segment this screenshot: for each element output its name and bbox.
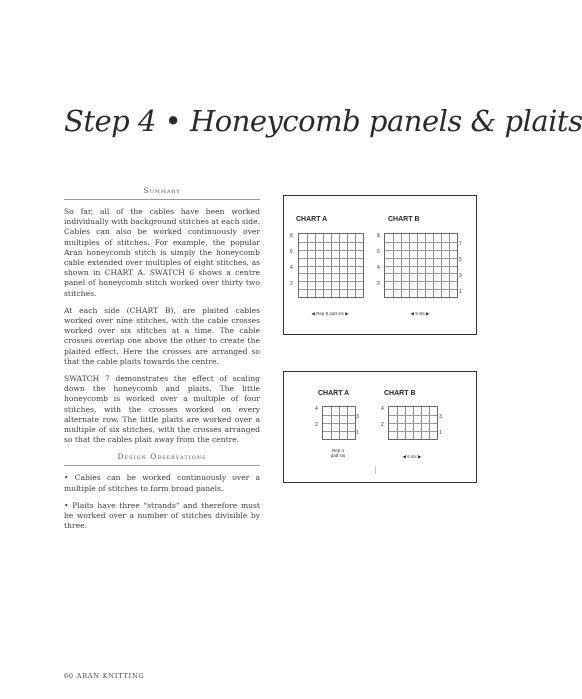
grid-row-line [299, 273, 363, 274]
observation-bullet-1: • Cables can be worked continuously over a multiple of stitches to form broad panels. [64, 473, 260, 493]
grid-row-line [385, 242, 457, 243]
chart-a-row-2: 2 [290, 281, 293, 287]
grid-row-line [385, 273, 457, 274]
chart-a-grid-2 [322, 406, 356, 440]
chart-figure-2 [283, 371, 477, 483]
grid-row-line [389, 423, 437, 424]
summary-section [64, 186, 260, 538]
summary-paragraph-2: At each side (CHART B), are plaited cables worked over nine stitches, with the cable crosses worked over six stitches at a time. The cable crosses overlap one above the other to create the plaited effect. Here the crosses are arranged so that the cable plaits towards the centre. [64, 305, 260, 366]
chart-b-row-2: 2 [377, 281, 380, 287]
grid-row-line [385, 258, 457, 259]
chart-b2-row-3: 3 [439, 414, 442, 420]
grid-row-line [389, 415, 437, 416]
chart-b-repeat-label: ◀ 9 sts ▶ [410, 311, 430, 316]
chart-b2-row-4: 4 [381, 406, 384, 412]
chart-b-title: CHART B [388, 216, 420, 223]
grid-row-line [323, 423, 355, 424]
chart-a2-repeat-label: Rep 4 patt sts [330, 448, 346, 458]
grid-row-line [323, 415, 355, 416]
grid-row-line [299, 250, 363, 251]
chart-b2-row-2: 2 [381, 422, 384, 428]
chart-b2-row-1: 1 [439, 430, 442, 436]
summary-paragraph-3: SWATCH 7 demonstrates the effect of scaling down the honeycomb and plaits. The little honeycomb is worked over a multiple of four stitches, with the crosses worked on every alternate row. The little plaits are worked over a multiple of six stitches, with the crosses arranged so that the cables plait away from the centre. [64, 374, 260, 445]
page-footer: 60 ARAN KNITTING [64, 672, 145, 680]
grid-row-line [323, 431, 355, 432]
chart-b-grid [384, 233, 458, 298]
chart-b-row-4: 4 [377, 265, 380, 271]
grid-row-line [385, 250, 457, 251]
chart-a-repeat-label: ◀ Rep 8 patt sts ▶ [311, 311, 349, 316]
summary-paragraph-1: So far, all of the cables have been worked individually with background stitches at each side. Cables can also be worked continuously over multiples of stitches. For example, the popular Aran honeycomb stitch is simply the honeycomb cable extended over multiples of eight stitches, as shown in CHART A. SWATCH 6 shows a centre panel of honeycomb stitch worked over thirty two stitches. [64, 207, 260, 298]
chart-a-row-8: 8 [290, 233, 293, 239]
chart-b-row-1: 1 [459, 289, 462, 295]
chart-b-row-3: 3 [459, 273, 462, 279]
grid-row-line [385, 281, 457, 282]
design-observations-heading: Design Observations [64, 452, 260, 466]
chart-a2-row-2: 2 [315, 422, 318, 428]
chart-b-row-5: 5 [459, 257, 462, 263]
chart-a-row-6: 6 [290, 249, 293, 255]
page-title: Step 4 • Honeycomb panels & plaits [64, 104, 582, 138]
grid-row-line [299, 258, 363, 259]
chart-figure-1 [283, 195, 477, 335]
chart-b-row-7: 7 [459, 241, 462, 247]
chart-b-row-8: 8 [377, 233, 380, 239]
chart-a2-row-4: 4 [315, 406, 318, 412]
summary-heading: Summary [64, 186, 260, 200]
chart-b-grid-2 [388, 406, 438, 440]
grid-row-line [389, 431, 437, 432]
grid-row-line [385, 289, 457, 290]
chart-a-row-4: 4 [290, 265, 293, 271]
observation-bullet-2: • Plaits have three "strands" and therefore must be worked over a number of stitches divisible by three. [64, 500, 260, 531]
grid-row-line [299, 289, 363, 290]
chart-a-title-2: CHART A [318, 390, 350, 397]
grid-row-line [299, 242, 363, 243]
chart-b-row-6: 6 [377, 249, 380, 255]
chart-a-grid [298, 233, 364, 298]
chart-a2-row-3: 3 [356, 414, 359, 420]
chart-a-title: CHART A [296, 216, 328, 223]
chart-b2-repeat-label: ◀ 6 sts ▶ [402, 454, 422, 459]
grid-row-line [299, 281, 363, 282]
chart-b-title-2: CHART B [384, 390, 416, 397]
grid-row-line [385, 266, 457, 267]
chart-a2-row-1: 1 [356, 430, 359, 436]
grid-row-line [299, 266, 363, 267]
text-cursor-mark [375, 466, 376, 474]
